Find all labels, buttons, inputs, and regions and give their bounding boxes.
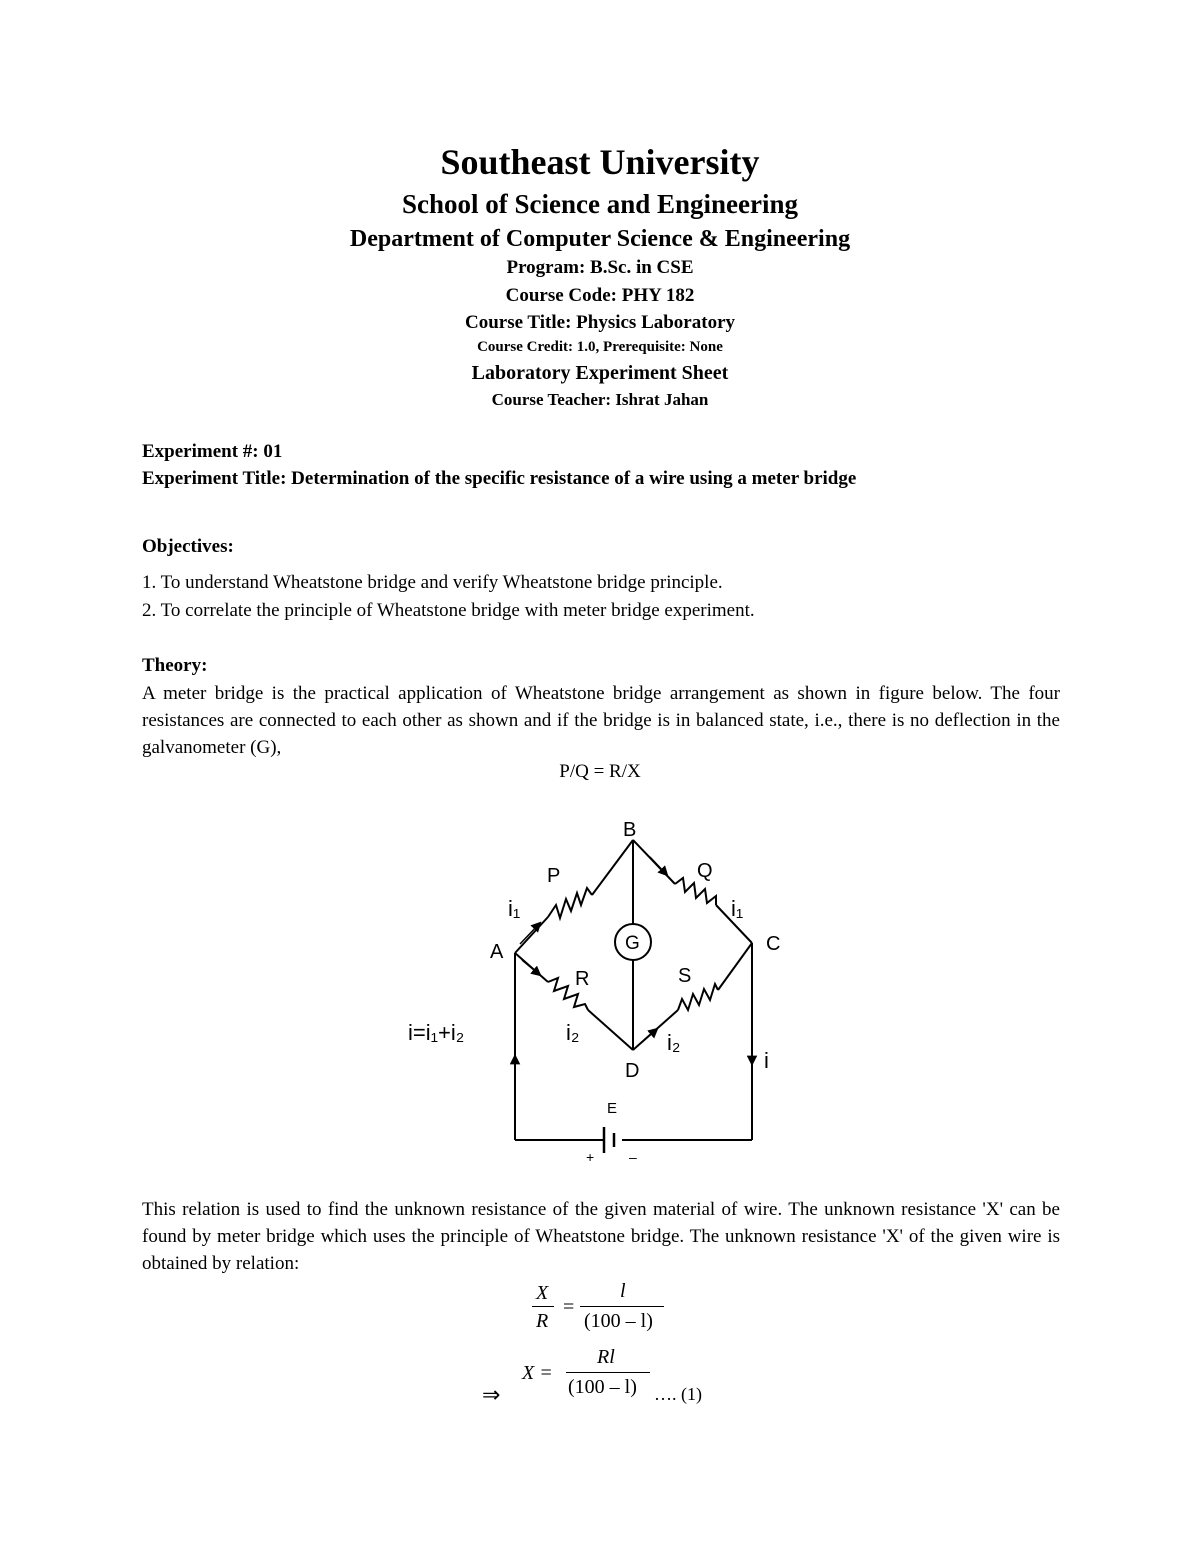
course-teacher: Course Teacher: Ishrat Jahan bbox=[491, 390, 709, 409]
wire-p-b bbox=[592, 840, 633, 895]
formula1-denominator-right: (100 – l) bbox=[584, 1310, 653, 1332]
current-i1-left-label: i₁ bbox=[508, 896, 521, 921]
current-i-label: i bbox=[764, 1048, 769, 1073]
resistor-s bbox=[678, 984, 718, 1010]
current-i2-right-label: i₂ bbox=[667, 1030, 681, 1055]
wire-d-s bbox=[633, 1010, 678, 1050]
formula1-fraction-bar-left bbox=[532, 1306, 554, 1307]
formula1-numerator-right: l bbox=[620, 1280, 626, 1302]
battery-minus-label: – bbox=[629, 1149, 637, 1165]
resistor-q-label: Q bbox=[697, 860, 713, 882]
resistor-r-label: R bbox=[575, 968, 590, 990]
formula1-numerator-left: X bbox=[536, 1282, 549, 1304]
resistor-s-label: S bbox=[678, 965, 692, 987]
galvanometer-label: G bbox=[625, 933, 640, 954]
theory-paragraph-2: This relation is used to find the unknown resistance of the given material of wire. The unknown resistance 'X' can be found by meter bridge which uses the principle of Wheatstone bridge. The unknown resistance 'X' of the given wire is obtained by relation: bbox=[142, 1199, 1060, 1274]
theory-paragraph-1: A meter bridge is the practical application of Wheatstone bridge arrangement as shown in figure below. The four resistances are connected to each other as shown and if the bridge is in balanced state, i.e., there is no deflection in the galvanometer (G), bbox=[142, 683, 1060, 758]
formula1-denominator-left: R bbox=[536, 1310, 549, 1332]
current-total-label: i=i₁+i₂ bbox=[408, 1020, 465, 1045]
implies-arrow: ⇒ bbox=[482, 1382, 501, 1407]
wire-r-d bbox=[588, 1010, 633, 1050]
formula1-fraction-bar-right bbox=[580, 1306, 664, 1307]
current-i1-right-label: i₁ bbox=[731, 896, 744, 921]
wire-q-c bbox=[716, 905, 752, 943]
arrow-b-q bbox=[650, 857, 667, 875]
formula1-equals: = bbox=[563, 1296, 575, 1318]
school-name: School of Science and Engineering bbox=[401, 189, 799, 219]
balance-equation: P/Q = R/X bbox=[559, 761, 641, 782]
objectives-heading: Objectives: bbox=[142, 536, 234, 557]
experiment-title: Experiment Title: Determination of the specific resistance of a wire using a meter bridge bbox=[142, 468, 857, 489]
theory-heading: Theory: bbox=[142, 655, 208, 676]
resistor-p bbox=[548, 888, 592, 918]
node-c-label: C bbox=[766, 933, 781, 955]
resistor-p-label: P bbox=[547, 865, 561, 887]
university-name: Southeast University bbox=[440, 142, 760, 182]
resistor-q bbox=[675, 878, 716, 905]
formula2-fraction-bar bbox=[566, 1372, 650, 1373]
galvanometer-circle bbox=[615, 924, 651, 960]
resistance-formula bbox=[470, 1278, 800, 1428]
battery-label: E bbox=[607, 1100, 618, 1117]
wire-a-r bbox=[515, 953, 548, 982]
objective-item-2: 2. To correlate the principle of Wheatstone bridge with meter bridge experiment. bbox=[142, 600, 755, 621]
arrow-a-r bbox=[522, 960, 540, 975]
arrow-a-p bbox=[520, 923, 540, 944]
formula2-numerator: Rl bbox=[597, 1346, 615, 1368]
wire-s-c bbox=[718, 943, 752, 990]
equation-number: …. (1) bbox=[654, 1384, 702, 1404]
course-credit: Course Credit: 1.0, Prerequisite: None bbox=[477, 339, 723, 355]
battery-plus-label: + bbox=[586, 1149, 595, 1165]
current-i2-left-label: i₂ bbox=[566, 1020, 580, 1045]
course-code: Course Code: PHY 182 bbox=[505, 285, 695, 306]
wire-a-p bbox=[515, 917, 548, 953]
arrow-d-s bbox=[640, 1029, 657, 1044]
resistor-r bbox=[548, 978, 588, 1010]
formula2-denominator: (100 – l) bbox=[568, 1376, 637, 1398]
sheet-title: Laboratory Experiment Sheet bbox=[471, 362, 729, 384]
experiment-number: Experiment #: 01 bbox=[142, 441, 283, 462]
node-a-label: A bbox=[490, 941, 504, 963]
wire-b-q bbox=[633, 840, 675, 884]
node-d-label: D bbox=[625, 1060, 640, 1082]
formula2-lhs: X = bbox=[522, 1362, 553, 1384]
program-label: Program: B.Sc. in CSE bbox=[506, 257, 694, 278]
node-b-label: B bbox=[623, 819, 637, 841]
department-name: Department of Computer Science & Engineering bbox=[349, 226, 851, 252]
course-title: Course Title: Physics Laboratory bbox=[464, 312, 736, 333]
objective-item-1: 1. To understand Wheatstone bridge and verify Wheatstone bridge principle. bbox=[142, 572, 723, 593]
